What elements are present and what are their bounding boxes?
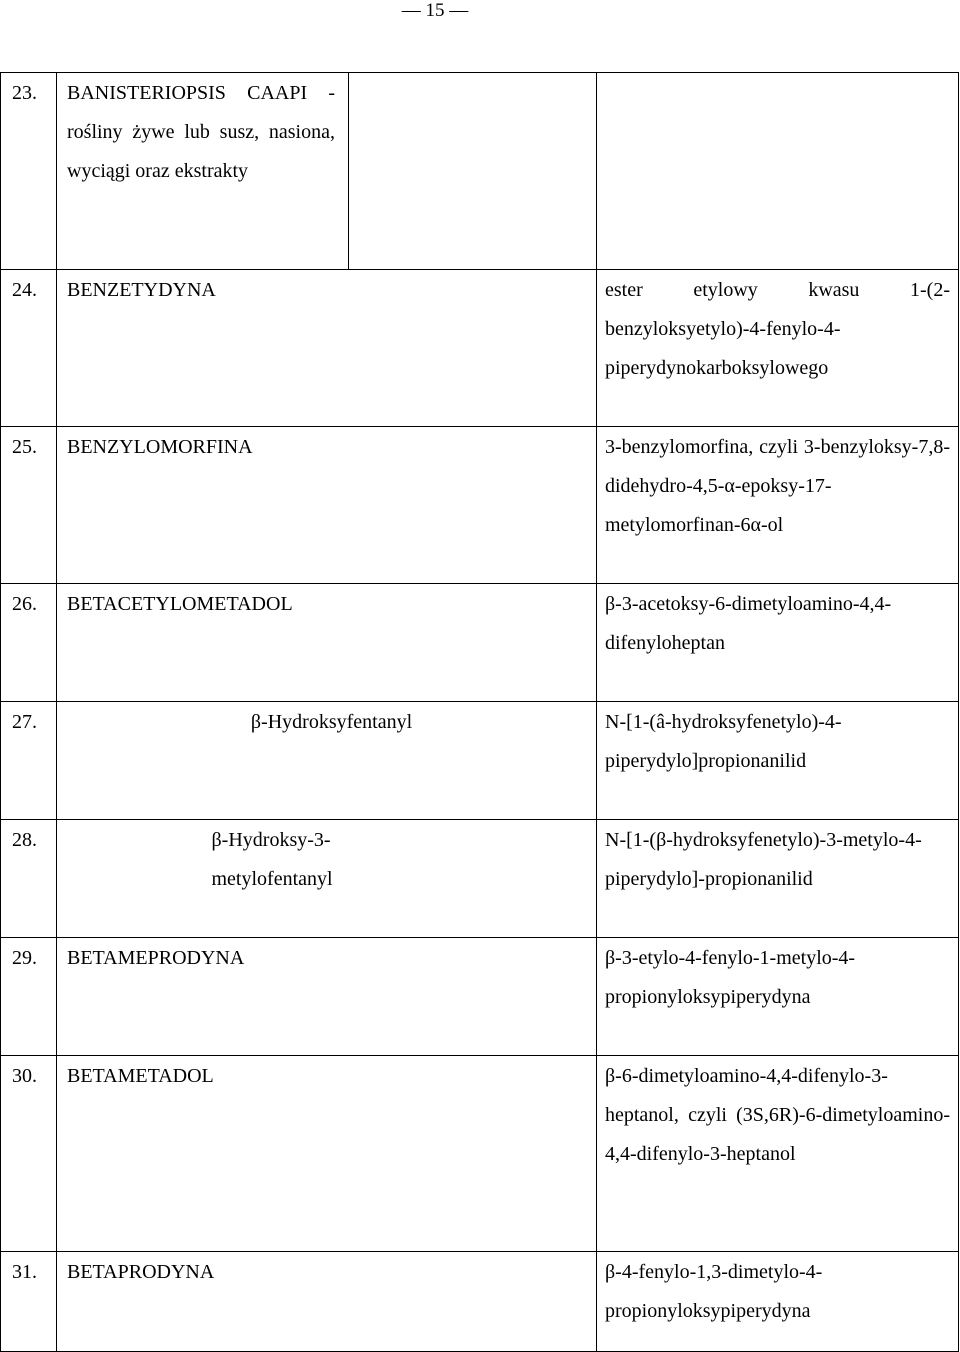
chemical-name-cell: [597, 820, 959, 938]
chemical-name: β-3-etylo-4-fenylo-1-metylo-4-propionyloksypiperydyna: [605, 947, 856, 1008]
table-row: [1, 702, 959, 820]
table-row: [1, 584, 959, 702]
row-number: 30.: [12, 1065, 37, 1087]
substance-name-cell: [57, 73, 349, 270]
substance-name-cell: [57, 427, 597, 584]
row-number-cell: [1, 73, 57, 270]
chemical-name: N-[1-(β-hydroksyfenetylo)-3-metylo-4-piperydylo]-propionanilid: [605, 829, 922, 890]
substance-name: BETAPRODYNA: [67, 1261, 215, 1283]
chemical-name-cell: [597, 270, 959, 427]
row-number-cell: [1, 270, 57, 427]
chemical-name-cell: [597, 1252, 959, 1352]
row-number: 31.: [12, 1261, 37, 1283]
table-row: [1, 270, 959, 427]
row-number-cell: [1, 702, 57, 820]
substance-name: BENZETYDYNA: [67, 279, 216, 301]
row-number: 26.: [12, 593, 37, 615]
chemical-name-cell: [597, 702, 959, 820]
substance-name-cell: [57, 938, 597, 1056]
substance-name: β-Hydroksy-3-metylofentanyl: [211, 829, 333, 890]
substance-table: [0, 72, 959, 1352]
row-number: 29.: [12, 947, 37, 969]
row-number-cell: [1, 1252, 57, 1352]
substance-name: BETAMETADOL: [67, 1065, 214, 1087]
chemical-name-cell: [597, 427, 959, 584]
row-number: 25.: [12, 436, 37, 458]
spacer-cell: [349, 73, 597, 270]
row-number-cell: [1, 938, 57, 1056]
substance-name: BENZYLOMORFINA: [67, 436, 253, 458]
chemical-name-cell: [597, 73, 959, 270]
chemical-name-cell: [597, 584, 959, 702]
substance-name-cell: [57, 270, 597, 427]
substance-name: BETAMEPRODYNA: [67, 947, 245, 969]
row-number-cell: [1, 820, 57, 938]
chemical-name: 3-benzylomorfina, czyli 3-benzyloksy-7,8-didehydro-4,5-α-epoksy-17-metylomorfinan-6α-ol: [605, 436, 950, 536]
substance-name: β-Hydroksyfentanyl: [250, 711, 413, 733]
chemical-name-cell: [597, 1056, 959, 1252]
chemical-name: N-[1-(â-hydroksyfenetylo)-4-piperydylo]propionanilid: [605, 711, 842, 772]
chemical-name: β-4-fenylo-1,3-dimetylo-4-propionyloksypiperydyna: [605, 1261, 823, 1322]
substance-name-cell: [57, 1056, 597, 1252]
row-number-cell: [1, 427, 57, 584]
chemical-name: β-6-dimetyloamino-4,4-difenylo-3-heptanol, czyli (3S,6R)-6-dimetyloamino-4,4-difenylo-3-heptanol: [605, 1065, 950, 1165]
substance-name: BANISTERIOPSIS CAAPI - rośliny żywe lub susz, nasiona, wyciągi oraz ekstrakty: [67, 82, 335, 182]
substance-name: BETACETYLOMETADOL: [67, 593, 293, 615]
substance-name-cell: [57, 584, 597, 702]
chemical-name: β-3-acetoksy-6-dimetyloamino-4,4-difenyloheptan: [605, 593, 892, 654]
chemical-name: [597, 73, 958, 74]
row-number: 27.: [12, 711, 37, 733]
substance-name-cell: [57, 702, 597, 820]
row-number: 24.: [12, 279, 37, 301]
row-number-cell: [1, 584, 57, 702]
substance-name-cell: [57, 1252, 597, 1352]
row-number: 28.: [12, 829, 37, 851]
table-row: [1, 427, 959, 584]
table-row: [1, 820, 959, 938]
page-number: — 15 —: [401, 0, 469, 21]
row-number-cell: [1, 1056, 57, 1252]
table-row: [1, 1252, 959, 1352]
chemical-name: ester etylowy kwasu 1-(2-benzyloksyetylo)-4-fenylo-4-piperydynokarboksylowego: [605, 279, 950, 379]
chemical-name-cell: [597, 938, 959, 1056]
table-row: [1, 938, 959, 1056]
table-row: [1, 73, 959, 270]
table-row: [1, 1056, 959, 1252]
substance-name-cell: [57, 820, 597, 938]
row-number: 23.: [12, 82, 37, 104]
